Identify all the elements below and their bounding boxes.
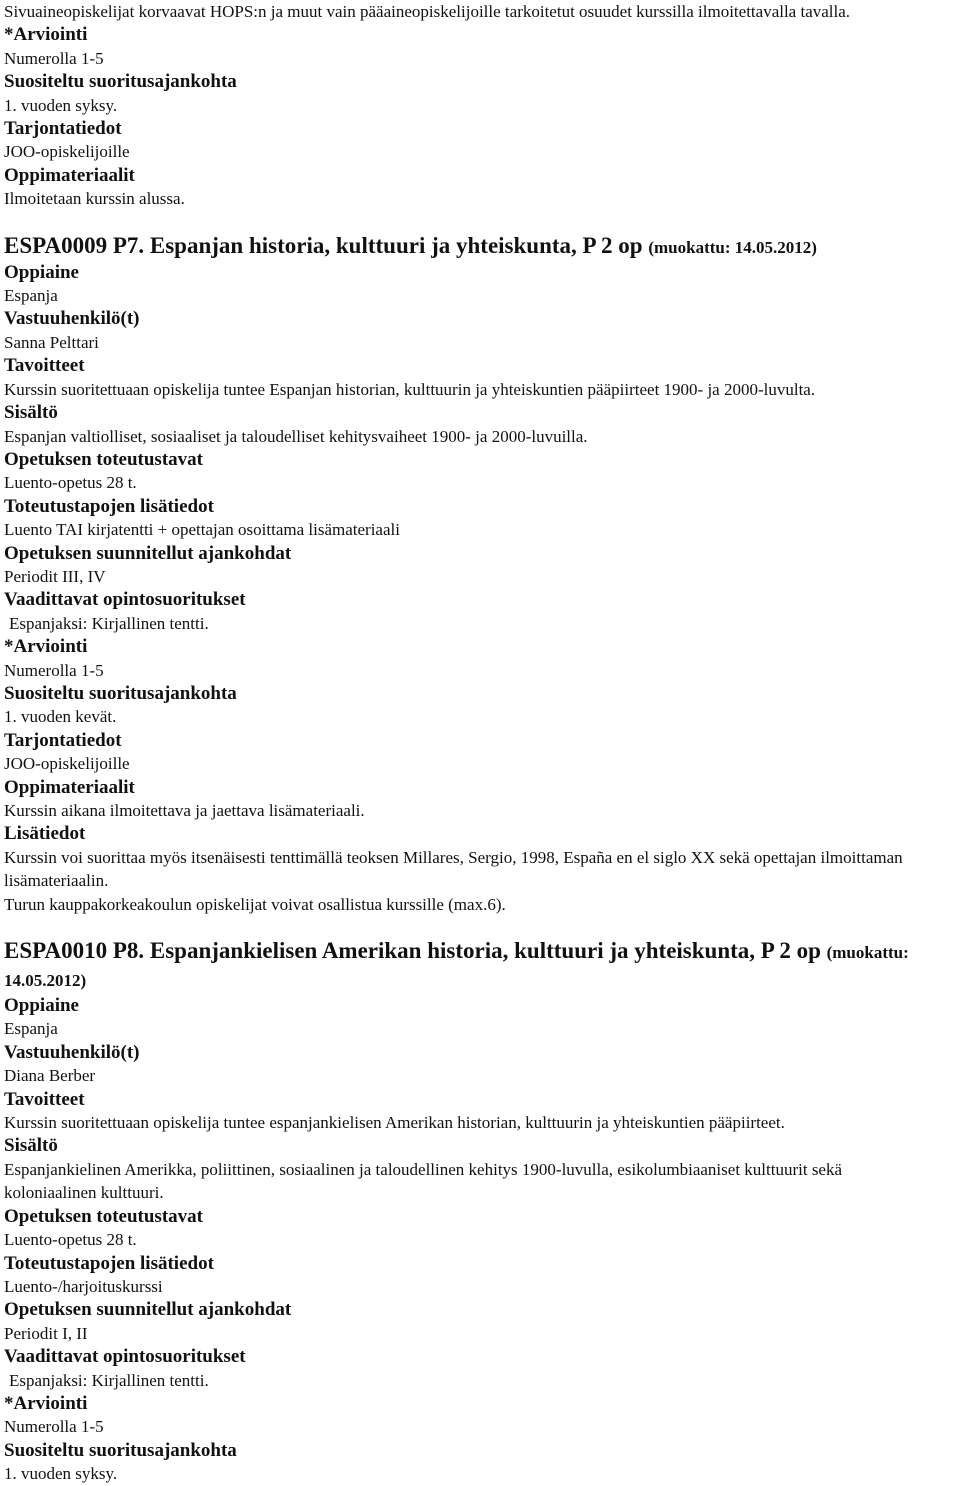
course1-suositeltu-label: Suositeltu suoritusajankohta bbox=[4, 682, 237, 704]
course1-arviointi-value: Numerolla 1-5 bbox=[4, 660, 104, 680]
intro-arviointi-value: Numerolla 1-5 bbox=[4, 48, 104, 68]
course1-suositeltu-value: 1. vuoden kevät. bbox=[4, 707, 117, 727]
intro-note: Sivuaineopiskelijat korvaavat HOPS:n ja muut vain pääaineopiskelijoille tarkoitetut osuudet kurssilla ilmoitettavalla tavalla. bbox=[4, 2, 851, 21]
course1-lisatiedot-value: Kurssin voi suorittaa myös itsenäisesti tenttimällä teoksen Millares, Sergio, 1998, España en el siglo XX sekä opettajan ilmoittaman lisämateriaalin. bbox=[4, 847, 903, 891]
course2-arviointi-value: Numerolla 1-5 bbox=[4, 1417, 104, 1437]
course1-sisalto-label: Sisältö bbox=[4, 402, 58, 424]
course1-vaaditut-value: Espanjaksi: Kirjallinen tentti. bbox=[9, 613, 209, 633]
course1-tarjonta-value: JOO-opiskelijoille bbox=[4, 754, 130, 774]
course2-title: Espanjankielisen Amerikan historia, kulttuuri ja yhteiskunta, P 2 op bbox=[149, 938, 821, 964]
course1-oppiaine-label: Oppiaine bbox=[4, 261, 79, 283]
course2-suositeltu-value: 1. vuoden syksy. bbox=[4, 1464, 118, 1484]
course2-oppiaine-value: Espanja bbox=[4, 1019, 58, 1039]
intro-oppimateriaalit-label: Oppimateriaalit bbox=[4, 164, 135, 186]
course1-lisatiedot-label: Lisätiedot bbox=[4, 823, 86, 845]
course2-sisalto-label: Sisältö bbox=[4, 1135, 58, 1157]
course1-ajankohdat-label: Opetuksen suunnitellut ajankohdat bbox=[4, 542, 292, 564]
course2-vaaditut-value: Espanjaksi: Kirjallinen tentti. bbox=[9, 1370, 209, 1390]
course2-sisalto-value: Espanjankielinen Amerikka, poliittinen, sosiaalinen ja taloudellinen kehitys 1900-luvulla, esikolumbiaaniset kulttuurit sekä koloniaalinen kulttuuri. bbox=[4, 1159, 843, 1203]
course1-ajankohdat-value: Periodit III, IV bbox=[4, 566, 106, 586]
course1-oppimateriaalit-value: Kurssin aikana ilmoitettava ja jaettava lisämateriaali. bbox=[4, 801, 365, 820]
course1-vastuu-label: Vastuuhenkilö(t) bbox=[4, 308, 140, 330]
course2-heading bbox=[4, 938, 944, 994]
course2-ajankohdat-label: Opetuksen suunnitellut ajankohdat bbox=[4, 1299, 292, 1321]
course2-toteutus-value: Luento-opetus 28 t. bbox=[4, 1230, 137, 1250]
intro-oppimateriaalit-value: Ilmoitetaan kurssin alussa. bbox=[4, 189, 185, 209]
course1-arviointi-label: *Arviointi bbox=[4, 636, 88, 658]
course2-arviointi-label: *Arviointi bbox=[4, 1392, 88, 1414]
course2-toteutus-lisa-value: Luento-/harjoituskurssi bbox=[4, 1276, 163, 1296]
course2-suositeltu-label: Suositeltu suoritusajankohta bbox=[4, 1439, 237, 1461]
course1-title: Espanjan historia, kulttuuri ja yhteiskunta, P 2 op bbox=[149, 232, 643, 258]
course1-toteutus-lisa-value: Luento TAI kirjatentti + opettajan osoittama lisämateriaali bbox=[4, 520, 400, 540]
course2-ajankohdat-value: Periodit I, II bbox=[4, 1323, 88, 1343]
course1-toteutus-value: Luento-opetus 28 t. bbox=[4, 473, 137, 493]
course2-modified: (muokattu: 14.05.2012) bbox=[4, 943, 909, 991]
course1-vastuu-value: Sanna Pelttari bbox=[4, 332, 99, 352]
course2-oppiaine-label: Oppiaine bbox=[4, 995, 79, 1017]
course2-vastuu-value: Diana Berber bbox=[4, 1066, 96, 1086]
course1-tavoitteet-label: Tavoitteet bbox=[4, 355, 85, 377]
course2-tavoitteet-label: Tavoitteet bbox=[4, 1088, 85, 1110]
intro-suositeltu-label: Suositeltu suoritusajankohta bbox=[4, 71, 237, 93]
course1-heading bbox=[4, 233, 960, 261]
course1-vaaditut-label: Vaadittavat opintosuoritukset bbox=[4, 589, 246, 611]
course2-code: ESPA0010 P8. bbox=[4, 938, 145, 964]
course1-toteutus-label: Opetuksen toteutustavat bbox=[4, 448, 203, 470]
course1-tavoitteet-value: Kurssin suoritettuaan opiskelija tuntee Espanjan historian, kulttuurin ja yhteiskuntien pääpiirteet 1900- ja 2000-luvulta. bbox=[4, 379, 816, 399]
intro-tarjonta-value: JOO-opiskelijoille bbox=[4, 142, 130, 162]
course1-toteutus-lisa-label: Toteutustapojen lisätiedot bbox=[4, 495, 214, 517]
intro-arviointi-label: *Arviointi bbox=[4, 24, 88, 46]
intro-suositeltu-value: 1. vuoden syksy. bbox=[4, 95, 118, 115]
course2-vaaditut-label: Vaadittavat opintosuoritukset bbox=[4, 1346, 246, 1368]
course1-oppiaine-value: Espanja bbox=[4, 286, 58, 306]
course1-modified: (muokattu: 14.05.2012) bbox=[648, 237, 817, 257]
course1-oppimateriaalit-label: Oppimateriaalit bbox=[4, 776, 135, 798]
intro-tarjonta-label: Tarjontatiedot bbox=[4, 118, 122, 140]
course1-code: ESPA0009 P7. bbox=[4, 232, 145, 258]
course2-tavoitteet-value: Kurssin suoritettuaan opiskelija tuntee espanjankielisen Amerikan historian, kulttuurin ja yhteiskuntien pääpiirteet. bbox=[4, 1113, 785, 1133]
course2-vastuu-label: Vastuuhenkilö(t) bbox=[4, 1041, 140, 1063]
course1-lisatiedot-value-2: Turun kauppakorkeakoulun opiskelijat voivat osallistua kurssille (max.6). bbox=[4, 894, 506, 914]
course1-sisalto-value: Espanjan valtiolliset, sosiaaliset ja taloudelliset kehitysvaiheet 1900- ja 2000-luvuilla. bbox=[4, 426, 588, 446]
course2-toteutus-label: Opetuksen toteutustavat bbox=[4, 1205, 203, 1227]
course1-tarjonta-label: Tarjontatiedot bbox=[4, 729, 122, 751]
course2-toteutus-lisa-label: Toteutustapojen lisätiedot bbox=[4, 1252, 214, 1274]
